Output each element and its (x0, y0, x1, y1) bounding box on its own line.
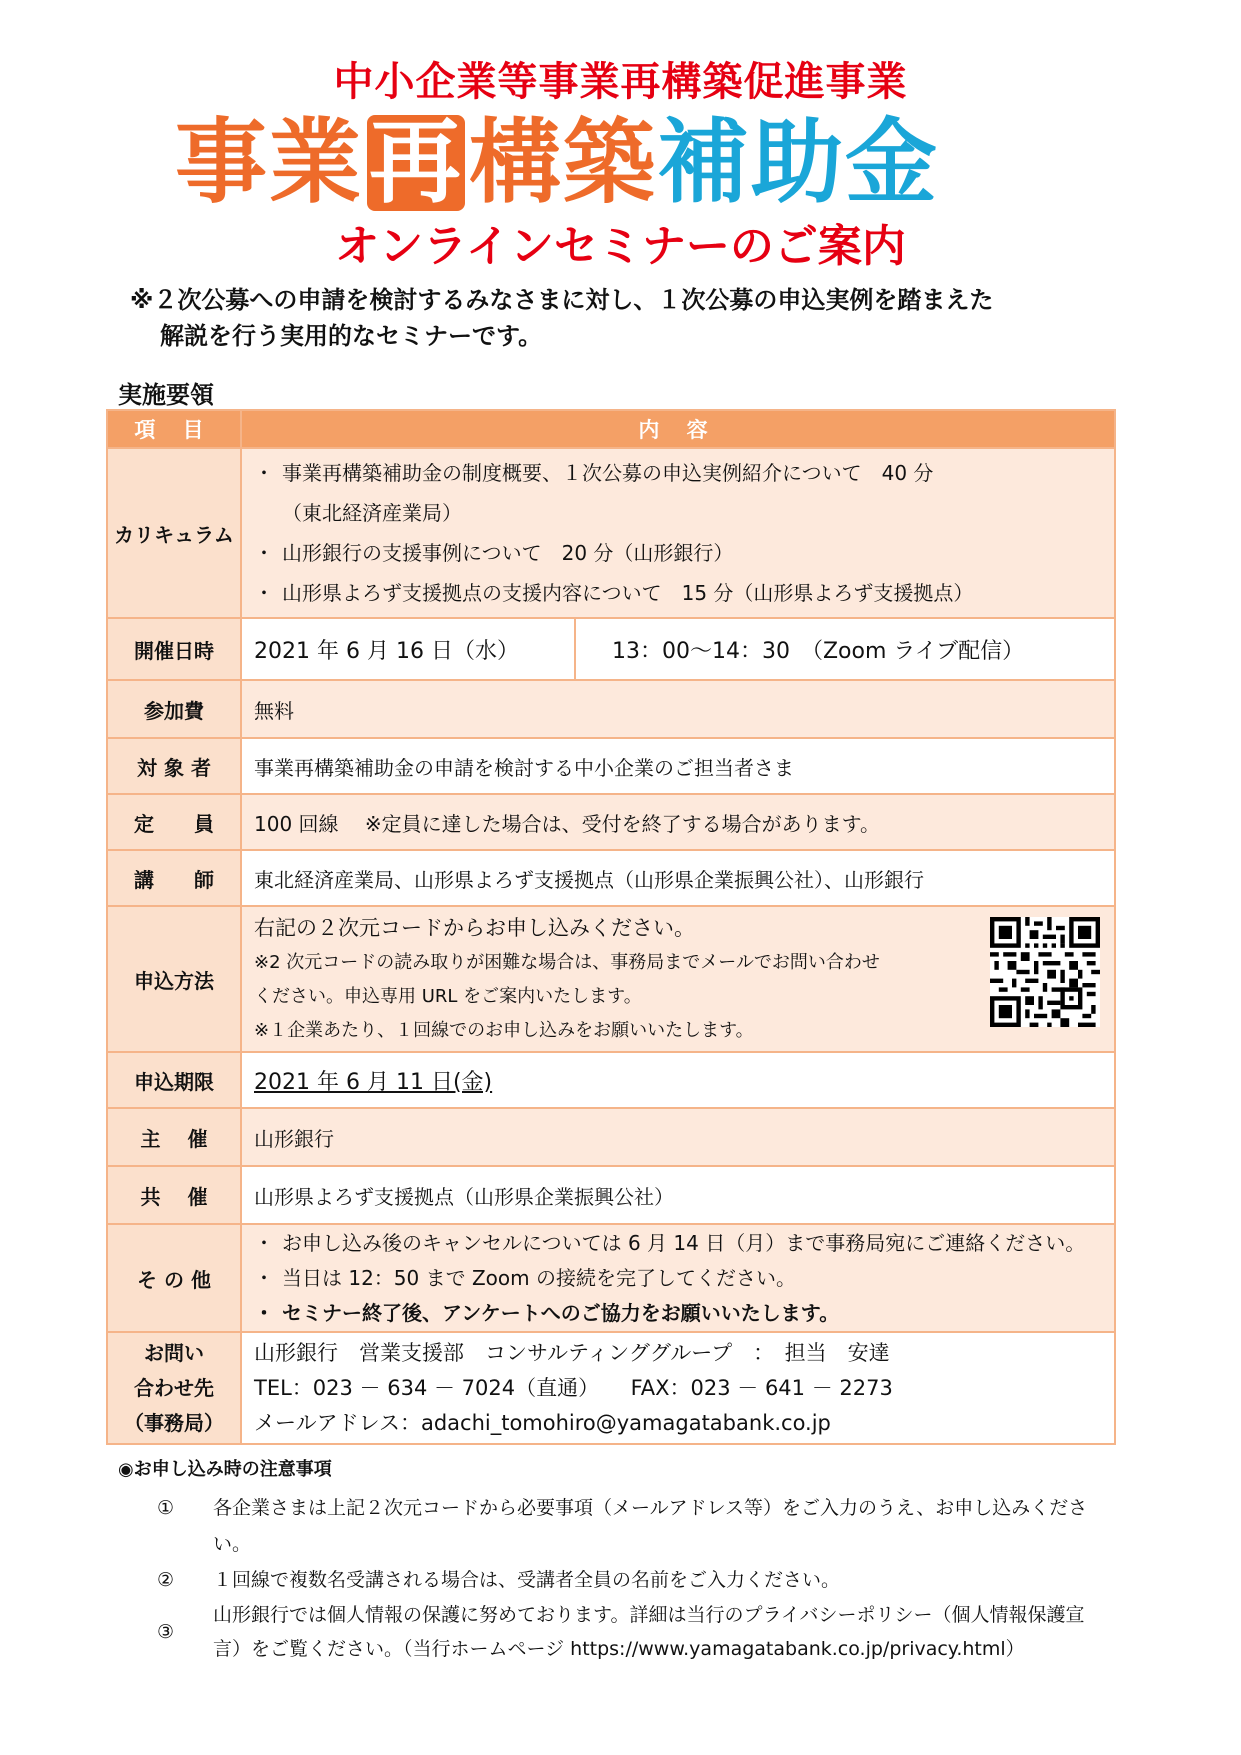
curriculum-item: ・ 山形県よろず支援拠点の支援内容について 15 分（山形県よろず支援拠点） (254, 581, 974, 605)
notes-list (118, 1490, 1093, 1666)
row-deadline (107, 1052, 1115, 1108)
host-value: 山形銀行 (241, 1108, 1115, 1166)
lecturer-value: 東北経済産業局、山形県よろず支援拠点（山形県企業振興公社）、山形銀行 (241, 850, 1115, 906)
logo-part4: 補助金 (657, 109, 940, 216)
date-label: 開催日時 (107, 618, 241, 680)
section-title: 実施要領 (118, 381, 214, 409)
row-date (107, 618, 1115, 680)
logo-part2: 再 (369, 109, 464, 216)
apply-line4: ※１企業あたり、１回線でのお申し込みをお願いいたします。 (254, 1020, 754, 1041)
other-item: ・ セミナー終了後、アンケートへのご協力をお願いいたします。 (254, 1300, 840, 1325)
logo (175, 108, 939, 218)
row-fee (107, 680, 1115, 738)
row-apply (107, 906, 1115, 1052)
contact-email[interactable]: メールアドレス：adachi_tomohiro@yamagatabank.co.jp (254, 1410, 831, 1435)
contact-line1: 山形銀行 営業支援部 コンサルティンググループ ： 担当 安達 (254, 1340, 890, 1365)
curriculum-item: （東北経済産業局） (282, 501, 462, 525)
logo-part1: 事業 (175, 109, 364, 216)
lecturer-label: 講 師 (107, 850, 241, 906)
details-table (106, 409, 1116, 1445)
fee-label: 参加費 (107, 680, 241, 738)
apply-value (241, 906, 1115, 1052)
other-value (241, 1224, 1115, 1332)
target-value: 事業再構築補助金の申請を検討する中小企業のご担当者さま (241, 738, 1115, 794)
apply-line1: 右記の２次元コードからお申し込みください。 (254, 916, 695, 940)
note-item: ① 各企業さまは上記２次元コードから必要事項（メールアドレス等）をご入力のうえ、お申し込みください。 (156, 1497, 1088, 1555)
curriculum-item: ・ 山形銀行の支援事例について 20 分（山形銀行） (254, 541, 734, 565)
row-target (107, 738, 1115, 794)
row-cohost (107, 1166, 1115, 1224)
curriculum-label: カリキュラム (107, 448, 241, 618)
other-item: ・ 当日は 12：50 まで Zoom の接続を完了してください。 (254, 1265, 796, 1290)
target-label: 対 象 者 (107, 738, 241, 794)
notes-title: ◉お申し込み時の注意事項 (118, 1459, 332, 1480)
deadline-value (241, 1052, 1115, 1108)
cohost-value: 山形県よろず支援拠点（山形県企業振興公社） (241, 1166, 1115, 1224)
event-date: 2021 年 6 月 16 日（水） (242, 619, 576, 679)
deadline-date: 2021 年 6 月 11 日(金) (254, 1069, 493, 1095)
row-other (107, 1224, 1115, 1332)
header-content: 内 容 (241, 410, 1115, 448)
event-time: 13：00～14：30 （Zoom ライブ配信） (612, 638, 1025, 664)
note-item: ② １回線で複数名受講される場合は、受講者全員の名前をご入力ください。 (156, 1569, 841, 1591)
title-top: 中小企業等事業再構築促進事業 (333, 59, 908, 105)
table-header (107, 410, 1115, 448)
apply-line3: ください。申込専用 URL をご案内いたします。 (254, 986, 642, 1007)
row-host (107, 1108, 1115, 1166)
contact-label: お問い 合わせ先 （事務局） (107, 1332, 241, 1444)
cohost-label: 共 催 (107, 1166, 241, 1224)
row-capacity (107, 794, 1115, 850)
capacity-value: 100 回線 ※定員に達した場合は、受付を終了する場合があります。 (241, 794, 1115, 850)
fee-value: 無料 (241, 680, 1115, 738)
row-lecturer (107, 850, 1115, 906)
host-label: 主 催 (107, 1108, 241, 1166)
qr-code-icon[interactable] (990, 917, 1100, 1027)
other-label: そ の 他 (107, 1224, 241, 1332)
logo-part3: 構築 (469, 109, 658, 216)
title-bottom: オンラインセミナーのご案内 (335, 221, 906, 272)
header-item: 項 目 (107, 410, 241, 448)
note-item: ③ 山形銀行では個人情報の保護に努めております。詳細は当行のプライバシーポリシー（個人情報保護宣言）をご覧ください。（当行ホームページ https://www.yamagatabank.co.jp/privacy.html） (156, 1604, 1085, 1660)
curriculum-value (241, 448, 1115, 618)
deadline-label: 申込期限 (107, 1052, 241, 1108)
row-curriculum (107, 448, 1115, 618)
contact-line2: TEL：023 － 634 － 7024（直通） FAX：023 － 641 － 2273 (254, 1375, 893, 1400)
contact-value (241, 1332, 1115, 1444)
date-value (241, 618, 1115, 680)
curriculum-item: ・ 事業再構築補助金の制度概要、１次公募の申込実例紹介について 40 分 (254, 461, 934, 485)
intro-note-line2: 解説を行う実用的なセミナーです。 (160, 322, 543, 350)
capacity-label: 定 員 (107, 794, 241, 850)
apply-label: 申込方法 (107, 906, 241, 1052)
row-contact (107, 1332, 1115, 1444)
intro-note-line1: ※２次公募への申請を検討するみなさまに対し、１次公募の申込実例を踏まえた (130, 286, 994, 314)
apply-line2: ※2 次元コードの読み取りが困難な場合は、事務局までメールでお問い合わせ (254, 952, 880, 973)
other-item: ・ お申し込み後のキャンセルについては 6 月 14 日（月）まで事務局宛にご連絡ください。 (254, 1230, 1086, 1255)
intro-note (130, 282, 993, 354)
